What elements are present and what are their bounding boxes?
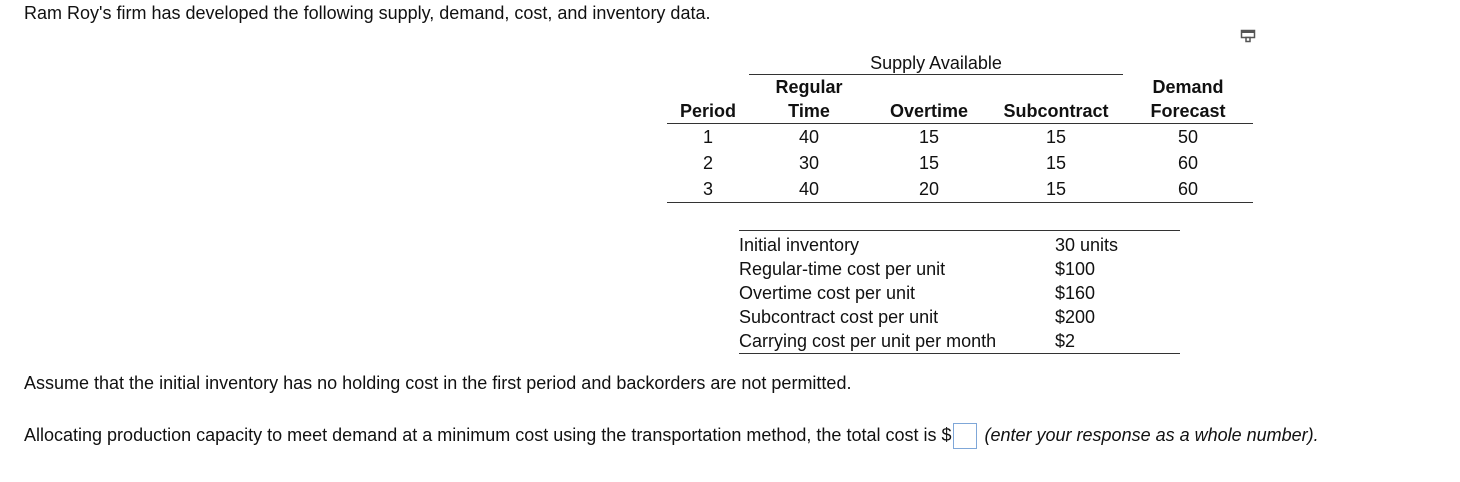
assumption-text: Assume that the initial inventory has no holding cost in the first period and backorders are not permitted. <box>24 373 852 393</box>
demand-cell: 60 <box>1123 176 1253 203</box>
demand-cell: 60 <box>1177 152 1199 173</box>
period-cell: 3 <box>667 176 749 203</box>
table-row <box>667 124 1253 151</box>
subcontract-cell: 15 <box>1045 152 1067 173</box>
regular-time-header: Regular Time <box>775 77 843 121</box>
table-row <box>667 150 1253 176</box>
overtime-cell: 20 <box>869 176 989 203</box>
cost-value: 30 units <box>1055 235 1119 255</box>
cost-label: Regular-time cost per unit <box>739 259 946 279</box>
cost-value: $100 <box>1055 259 1096 279</box>
regular-cell: 40 <box>798 126 820 147</box>
cost-label: Carrying cost per unit per month <box>739 331 997 351</box>
demand-forecast-header: Demand Forecast <box>1150 77 1226 121</box>
copy-data-icon[interactable] <box>1240 28 1256 44</box>
table-row <box>739 305 1180 329</box>
subcontract-cell: 15 <box>1045 126 1067 147</box>
regular-cell: 40 <box>749 176 869 203</box>
supply-demand-table <box>667 52 1253 203</box>
overtime-header: Overtime <box>889 101 969 121</box>
overtime-cell: 15 <box>918 152 940 173</box>
total-cost-answer-input[interactable] <box>953 423 977 449</box>
overtime-cell: 15 <box>918 126 940 147</box>
cost-label: Initial inventory <box>739 235 860 255</box>
table-row <box>739 231 1180 258</box>
subcontract-cell: 15 <box>989 176 1123 203</box>
period-cell: 2 <box>702 152 713 173</box>
subcontract-header: Subcontract <box>1003 101 1109 121</box>
question-line <box>24 423 1319 449</box>
problem-intro: Ram Roy's firm has developed the following supply, demand, cost, and inventory data. <box>24 3 711 23</box>
period-header: Period <box>679 101 736 121</box>
answer-hint: (enter your response as a whole number). <box>984 424 1319 445</box>
question-text: Allocating production capacity to meet demand at a minimum cost using the transportation method, the total cost is $ <box>24 424 952 445</box>
table-row <box>667 176 1253 203</box>
cost-inventory-table <box>739 230 1180 354</box>
cost-value: $200 <box>1055 307 1096 327</box>
cost-label: Subcontract cost per unit <box>739 307 939 327</box>
period-cell: 1 <box>702 126 713 147</box>
demand-cell: 50 <box>1177 126 1199 147</box>
cost-label: Overtime cost per unit <box>739 283 916 303</box>
table-row <box>739 329 1180 354</box>
cost-value: $160 <box>1055 283 1096 303</box>
supply-available-header: Supply Available <box>749 52 1123 75</box>
cost-value: $2 <box>1055 331 1076 351</box>
table-row <box>739 281 1180 305</box>
regular-cell: 30 <box>798 152 820 173</box>
table-row <box>739 257 1180 281</box>
